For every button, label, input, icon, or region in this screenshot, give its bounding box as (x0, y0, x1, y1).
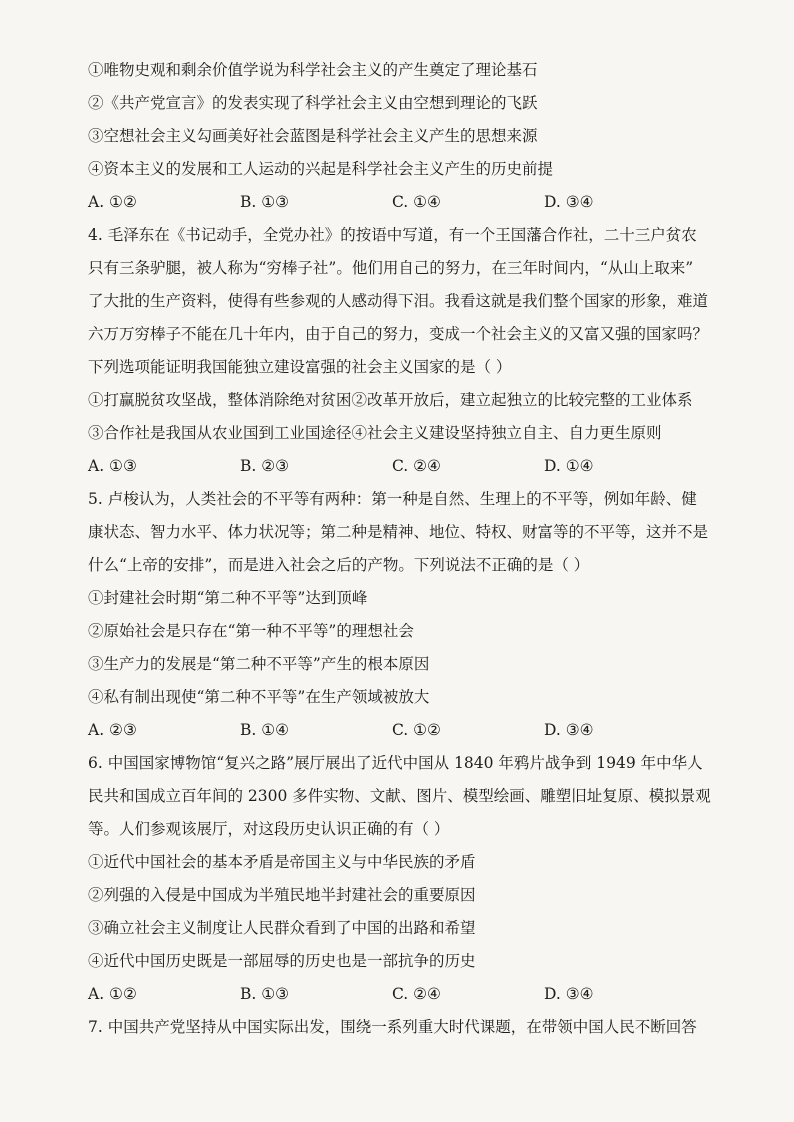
q5-option-a[interactable]: A. ②③ (88, 721, 137, 739)
q3-option-c[interactable]: C. ①④ (392, 193, 441, 211)
q3-option-b[interactable]: B. ①③ (240, 193, 290, 211)
q6-stem-line-2: 民共和国成立百年间的 2300 多件实物、文献、图片、模型绘画、雕塑旧址复原、模拟景观 (88, 787, 711, 805)
q5-item-3: ③生产力的发展是“第二种不平等”产生的根本原因 (88, 655, 430, 673)
q4-option-c[interactable]: C. ②④ (392, 457, 441, 475)
q4-stem-line-1: 4. 毛泽东在《书记动手，全党办社》的按语中写道，有一个王国藩合作社，二十三户贫农 (88, 226, 697, 244)
q6-item-2: ②列强的入侵是中国成为半殖民地半封建社会的重要原因 (88, 886, 476, 904)
q5-stem-line-1: 5. 卢梭认为，人类社会的不平等有两种：第一种是自然、生理上的不平等，例如年龄、健 (88, 490, 697, 508)
question-3-block (88, 58, 734, 223)
q5-item-1: ①封建社会时期“第二种不平等”达到顶峰 (88, 589, 368, 607)
q6-stem-line-3: 等。人们参观该展厅，对这段历史认识正确的有（ ） (88, 820, 450, 838)
q4-stem-line-4: 六万万穷棒子不能在几十年内，由于自己的努力，变成一个社会主义的又富又强的国家吗？ (88, 325, 709, 343)
question-7-block (88, 1015, 734, 1048)
q3-item-3: ③空想社会主义勾画美好社会蓝图是科学社会主义产生的思想来源 (88, 127, 538, 145)
q6-options (88, 982, 734, 1015)
q6-option-b[interactable]: B. ①③ (240, 985, 290, 1003)
q5-stem-line-2: 康状态、智力水平、体力状况等；第二种是精神、地位、特权、财富等的不平等，这并不是 (88, 523, 709, 541)
q4-item-line-1: ①打赢脱贫攻坚战，整体消除绝对贫困②改革开放后，建立起独立的比较完整的工业体系 (88, 391, 693, 409)
q4-item-line-2: ③合作社是我国从农业国到工业国途径④社会主义建设坚持独立自主、自力更生原则 (88, 424, 662, 442)
q6-item-4: ④近代中国历史既是一部屈辱的历史也是一部抗争的历史 (88, 952, 476, 970)
q3-item-2: ②《共产党宣言》的发表实现了科学社会主义由空想到理论的飞跃 (88, 94, 538, 112)
q4-option-a[interactable]: A. ①③ (88, 457, 137, 475)
q6-stem-line-1: 6. 中国国家博物馆“复兴之路”展厅展出了近代中国从 1840 年鸦片战争到 1949 年中华人 (88, 754, 703, 772)
question-5-block (88, 487, 734, 751)
q4-stem-line-2: 只有三条驴腿，被人称为“穷棒子社”。他们用自己的努力，在三年时间内，“从山上取来” (88, 259, 694, 277)
q5-option-b[interactable]: B. ①④ (240, 721, 290, 739)
q3-option-d[interactable]: D. ③④ (544, 193, 594, 211)
q5-stem-line-3: 什么“上帝的安排”，而是进入社会之后的产物。下列说法不正确的是（ ） (88, 556, 590, 574)
q6-option-d[interactable]: D. ③④ (544, 985, 594, 1003)
q3-item-1: ①唯物史观和剩余价值学说为科学社会主义的产生奠定了理论基石 (88, 61, 538, 79)
q5-item-2: ②原始社会是只存在“第一种不平等”的理想社会 (88, 622, 414, 640)
q3-options (88, 190, 734, 223)
q7-stem-line-1: 7. 中国共产党坚持从中国实际出发，围绕一系列重大时代课题，在带领中国人民不断回答 (88, 1018, 697, 1036)
q6-item-3: ③确立社会主义制度让人民群众看到了中国的出路和希望 (88, 919, 476, 937)
q5-option-d[interactable]: D. ③④ (544, 721, 594, 739)
q4-option-d[interactable]: D. ①④ (544, 457, 594, 475)
q5-option-c[interactable]: C. ①② (392, 721, 441, 739)
q3-option-a[interactable]: A. ①② (88, 193, 137, 211)
q3-item-4: ④资本主义的发展和工人运动的兴起是科学社会主义产生的历史前提 (88, 160, 554, 178)
q4-option-b[interactable]: B. ②③ (240, 457, 290, 475)
q4-stem-line-3: 了大批的生产资料，使得有些参观的人感动得下泪。我看这就是我们整个国家的形象，难道 (88, 292, 709, 310)
q5-options (88, 718, 734, 751)
q4-stem-line-5: 下列选项能证明我国能独立建设富强的社会主义国家的是（ ） (88, 358, 512, 376)
q6-item-1: ①近代中国社会的基本矛盾是帝国主义与中华民族的矛盾 (88, 853, 476, 871)
question-4-block (88, 223, 734, 487)
q4-options (88, 454, 734, 487)
q6-option-a[interactable]: A. ①② (88, 985, 137, 1003)
q6-option-c[interactable]: C. ②④ (392, 985, 441, 1003)
q5-item-4: ④私有制出现使“第二种不平等”在生产领域被放大 (88, 688, 430, 706)
question-6-block (88, 751, 734, 1015)
